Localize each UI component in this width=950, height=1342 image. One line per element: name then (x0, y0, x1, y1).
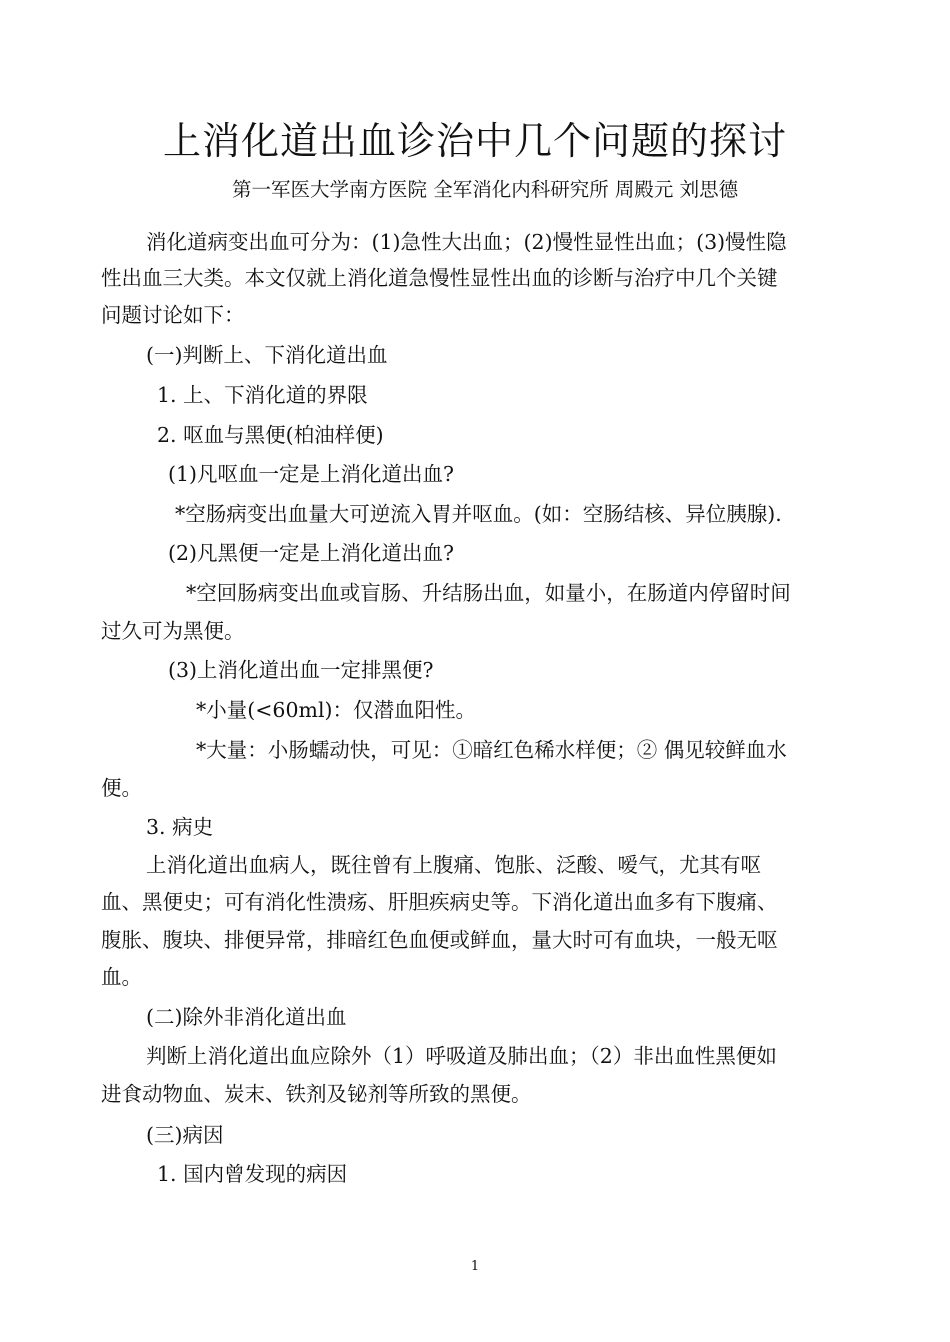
paragraph-line: 血。 (101, 965, 142, 989)
subsection-heading: 1. 国内曾发现的病因 (157, 1162, 348, 1186)
question-line: (1)凡呕血一定是上消化道出血? (168, 462, 455, 486)
paragraph-line: 问题讨论如下： (101, 303, 245, 327)
question-line: (3)上消化道出血一定排黑便? (168, 658, 434, 682)
paragraph-line: 消化道病变出血可分为：(1)急性大出血；(2)慢性显性出血；(3)慢性隐 (146, 230, 787, 254)
question-line: (2)凡黑便一定是上消化道出血? (168, 541, 455, 565)
bullet-line: *小量(<60ml)：仅潜血阳性。 (196, 698, 477, 722)
paragraph-line: 性出血三大类。本文仅就上消化道急慢性显性出血的诊断与治疗中几个关键 (101, 266, 778, 290)
bullet-line: *空回肠病变出血或盲肠、升结肠出血，如量小，在肠道内停留时间 (186, 581, 791, 605)
paragraph-line: 便。 (101, 776, 142, 800)
document-title: 上消化道出血诊治中几个问题的探讨 (162, 119, 787, 163)
section-heading: (一)判断上、下消化道出血 (146, 343, 388, 367)
subsection-heading: 1. 上、下消化道的界限 (157, 383, 368, 407)
section-heading: (三)病因 (146, 1123, 224, 1147)
paragraph-line: 过久可为黑便。 (101, 619, 245, 643)
subsection-heading: 3. 病史 (146, 815, 214, 839)
section-heading: (二)除外非消化道出血 (146, 1005, 347, 1029)
paragraph-line: 进食动物血、炭末、铁剂及铋剂等所致的黑便。 (101, 1082, 532, 1106)
paragraph-line: 腹胀、腹块、排便异常，排暗红色血便或鲜血，量大时可有血块，一般无呕 (101, 928, 778, 952)
paragraph-line: 血、黑便史；可有消化性溃疡、肝胆疾病史等。下消化道出血多有下腹痛、 (101, 890, 778, 914)
page-number: 1 (470, 1259, 480, 1274)
author-line: 第一军医大学南方医院 全军消化内科研究所 周殿元 刘思德 (232, 178, 739, 201)
paragraph-line: 判断上消化道出血应除外（1）呼吸道及肺出血；（2）非出血性黑便如 (146, 1044, 777, 1068)
bullet-line: *大量：小肠蠕动快，可见：①暗红色稀水样便；② 偶见较鲜血水 (196, 738, 787, 762)
subsection-heading: 2. 呕血与黑便(柏油样便) (157, 423, 384, 447)
bullet-line: *空肠病变出血量大可逆流入胃并呕血。(如：空肠结核、异位胰腺). (175, 502, 782, 526)
paragraph-line: 上消化道出血病人，既往曾有上腹痛、饱胀、泛酸、嗳气，尤其有呕 (146, 853, 761, 877)
